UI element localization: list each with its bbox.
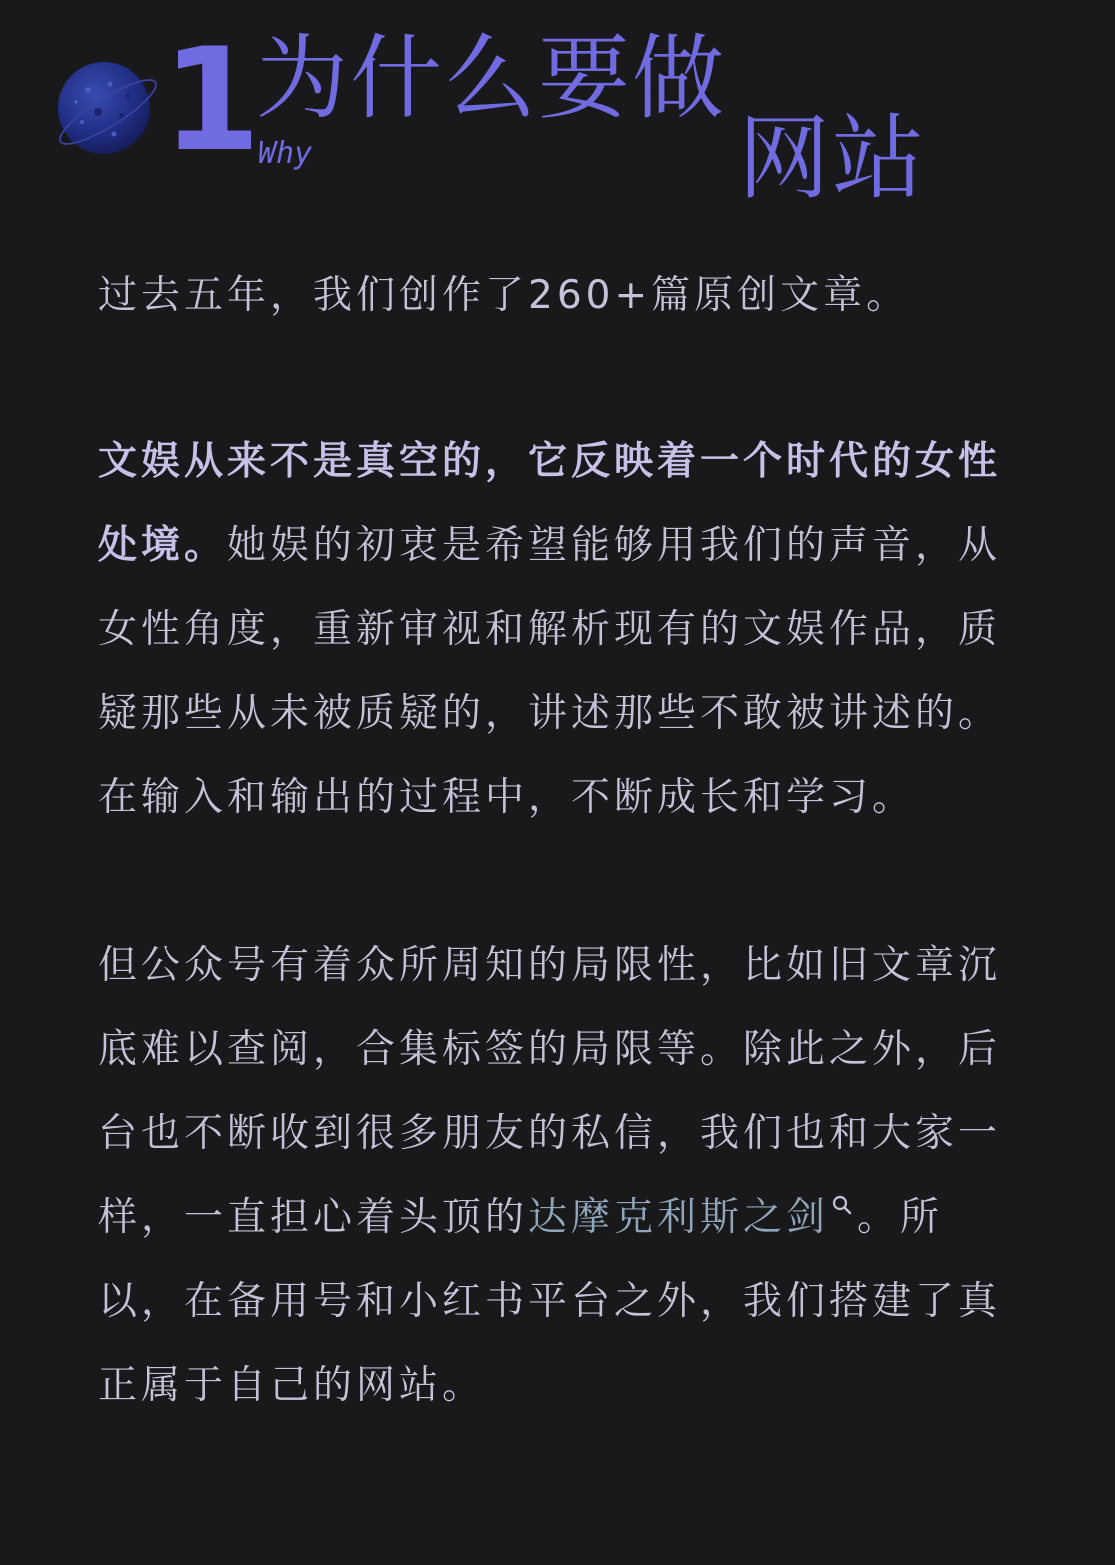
paragraph-1: 过去五年，我们创作了260+篇原创文章。	[98, 273, 910, 318]
section-header	[0, 0, 1115, 230]
planet-icon	[52, 56, 164, 160]
section-number: 1	[162, 18, 257, 183]
paragraph-3-text-after: 。所以，在备用号和小红书平台之外，我们搭建了真正属于自己的网站。	[98, 1195, 1002, 1408]
section-title-line1: 为什么要做	[256, 25, 727, 132]
damocles-sword-link[interactable]: 达摩克利斯之剑	[528, 1195, 830, 1240]
article-body	[98, 254, 1016, 1428]
search-icon[interactable]	[831, 1194, 853, 1220]
paragraph-3-text-before: 但公众号有着众所周知的局限性，比如旧文章沉底难以查阅，合集标签的局限等。除此之外，后台也不断收到很多朋友的私信，我们也和大家一样，一直担心着头顶的	[98, 943, 1002, 1240]
section-title-line2: 网站	[738, 105, 927, 212]
section-subtitle: Why	[258, 136, 313, 171]
paragraph-2	[98, 420, 1016, 840]
paragraph-3	[98, 924, 1016, 1428]
paragraph-2-text: 她娱的初衷是希望能够用我们的声音，从女性角度，重新审视和解析现有的文娱作品，质疑那些从未被质疑的，讲述那些不敢被讲述的。在输入和输出的过程中，不断成长和学习。	[98, 523, 1002, 820]
paragraph-2-bold: 文娱从来不是真空的，它反映着一个时代的女性处境。	[98, 439, 1002, 568]
